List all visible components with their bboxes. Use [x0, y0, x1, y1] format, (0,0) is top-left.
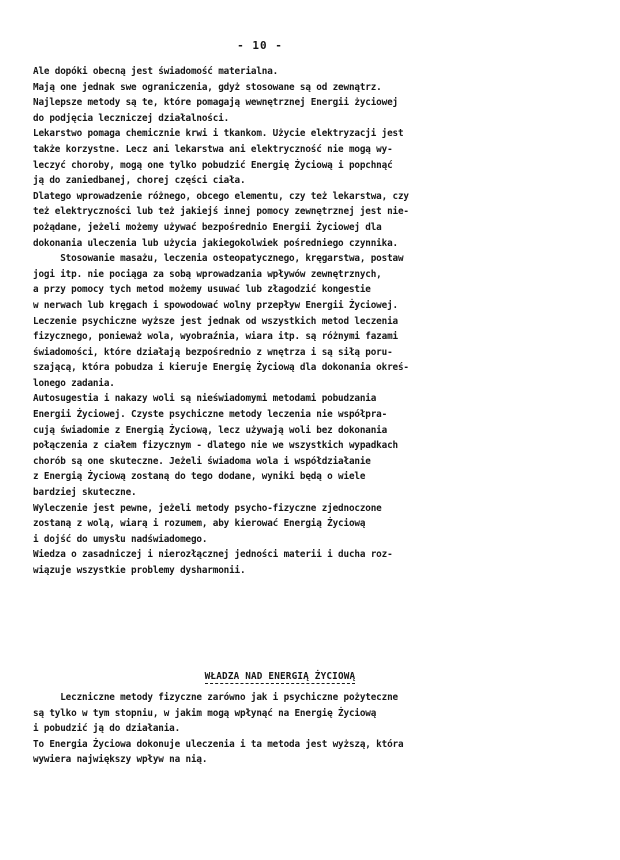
text-line: wiązuje wszystkie problemy dysharmonii. [33, 565, 246, 576]
text-line: pożądane, jeżeli możemy używać bezpośrednio Energii Życiowej dla [33, 221, 382, 233]
text-line: zostaną z wolą, wiarą i rozumem, aby kierować Energią Życiową [33, 518, 366, 530]
body-text [33, 64, 593, 579]
text-line: wywiera największy wpływ na nią. [33, 754, 208, 766]
text-line: lonego zadania. [33, 377, 115, 389]
text-line: Lekarstwo pomaga chemicznie krwi i tkankom. Użycie elektryzacji jest [33, 128, 404, 140]
body-text-continued [33, 690, 593, 768]
text-line: do podjęcia leczniczej działalności. [33, 112, 230, 124]
text-line: z Energią Życiową zostaną do tego dodane, wyniki będą o wiele [33, 471, 366, 483]
text-line: Autosugestia i nakazy woli są nieświadomymi metodami pobudzania [33, 393, 377, 405]
text-line: połączenia z ciałem fizycznym - dlatego nie we wszystkich wypadkach [33, 440, 398, 452]
section-heading-container [0, 664, 560, 684]
text-line: cują świadomie z Energią Życiową, lecz używają woli bez dokonania [33, 424, 388, 436]
text-line: chorób są one skuteczne. Jeżeli świadoma wola i współdziałanie [33, 455, 371, 467]
section-heading: WŁADZA NAD ENERGIĄ ŻYCIOWĄ [204, 671, 356, 682]
text-line: szającą, która pobudza i kieruje Energię Życiową dla dokonania okreś- [33, 362, 409, 374]
page-number: - 10 - [237, 39, 283, 52]
text-line: Dlatego wprowadzenie różnego, obcego elementu, czy też lekarstwa, czy [33, 190, 409, 202]
text-line: fizycznego, ponieważ wola, wyobraźnia, wiara itp. są różnymi fazami [33, 331, 398, 343]
text-line: Wiedza o zasadniczej i nierozłącznej jedności materii i ducha roz- [33, 549, 393, 561]
text-line: Leczniczne metody fizyczne zarówno jak i psychiczne pożyteczne [33, 692, 398, 703]
text-line: jogi itp. nie pociąga za sobą wprowadzania wpływów zewnętrznych, [33, 268, 382, 280]
text-line: Mają one jednak swe ograniczenia, gdyż stosowane są od zewnątrz. [33, 81, 382, 93]
text-line: leczyć choroby, mogą one tylko pobudzić Energię Życiową i popchnąć [33, 159, 393, 171]
text-line: są tylko w tym stopniu, w jakim mogą wpłynąć na Energię Życiową [33, 707, 377, 719]
text-line: Najlepsze metody są te, które pomagają wewnętrznej Energii życiowej [33, 97, 398, 109]
text-line: To Energia Życiowa dokonuje uleczenia i ta metoda jest wyższą, która [33, 738, 404, 750]
text-line: dokonania uleczenia lub użycia jakiegokolwiek pośredniego czynnika. [33, 237, 398, 249]
text-line: świadomości, które działają bezpośrednio z wnętrza i są siłą poru- [33, 346, 393, 358]
text-line: Wyleczenie jest pewne, jeżeli metody psycho-fizyczne zjednoczone [33, 502, 382, 514]
text-line: i pobudzić ją do działania. [33, 723, 181, 735]
text-line: także korzystne. Lecz ani lekarstwa ani elektryczność nie mogą wy- [33, 143, 393, 155]
text-line: Leczenie psychiczne wyższe jest jednak od wszystkich metod leczenia [33, 315, 398, 327]
text-line: a przy pomocy tych metod możemy usuwać lub złagodzić kongestie [33, 284, 371, 296]
text-line: i dojść do umysłu nadświadomego. [33, 533, 208, 545]
text-line: Stosowanie masażu, leczenia osteopatycznego, kręgarstwa, postaw [33, 253, 404, 265]
text-line: Energii Życiowej. Czyste psychiczne metody leczenia nie współpra- [33, 409, 388, 421]
text-line: bardziej skuteczne. [33, 487, 137, 499]
text-line: ją do zaniedbanej, chorej części ciała. [33, 175, 246, 187]
text-line: też elektryczności lub też jakiejś innej pomocy zewnętrznej jest nie- [33, 206, 409, 218]
text-line: w nerwach lub kręgach i spowodować wolny przepływ Energii Życiowej. [33, 299, 398, 311]
text-line: Ale dopóki obecną jest świadomość materialna. [33, 66, 279, 77]
